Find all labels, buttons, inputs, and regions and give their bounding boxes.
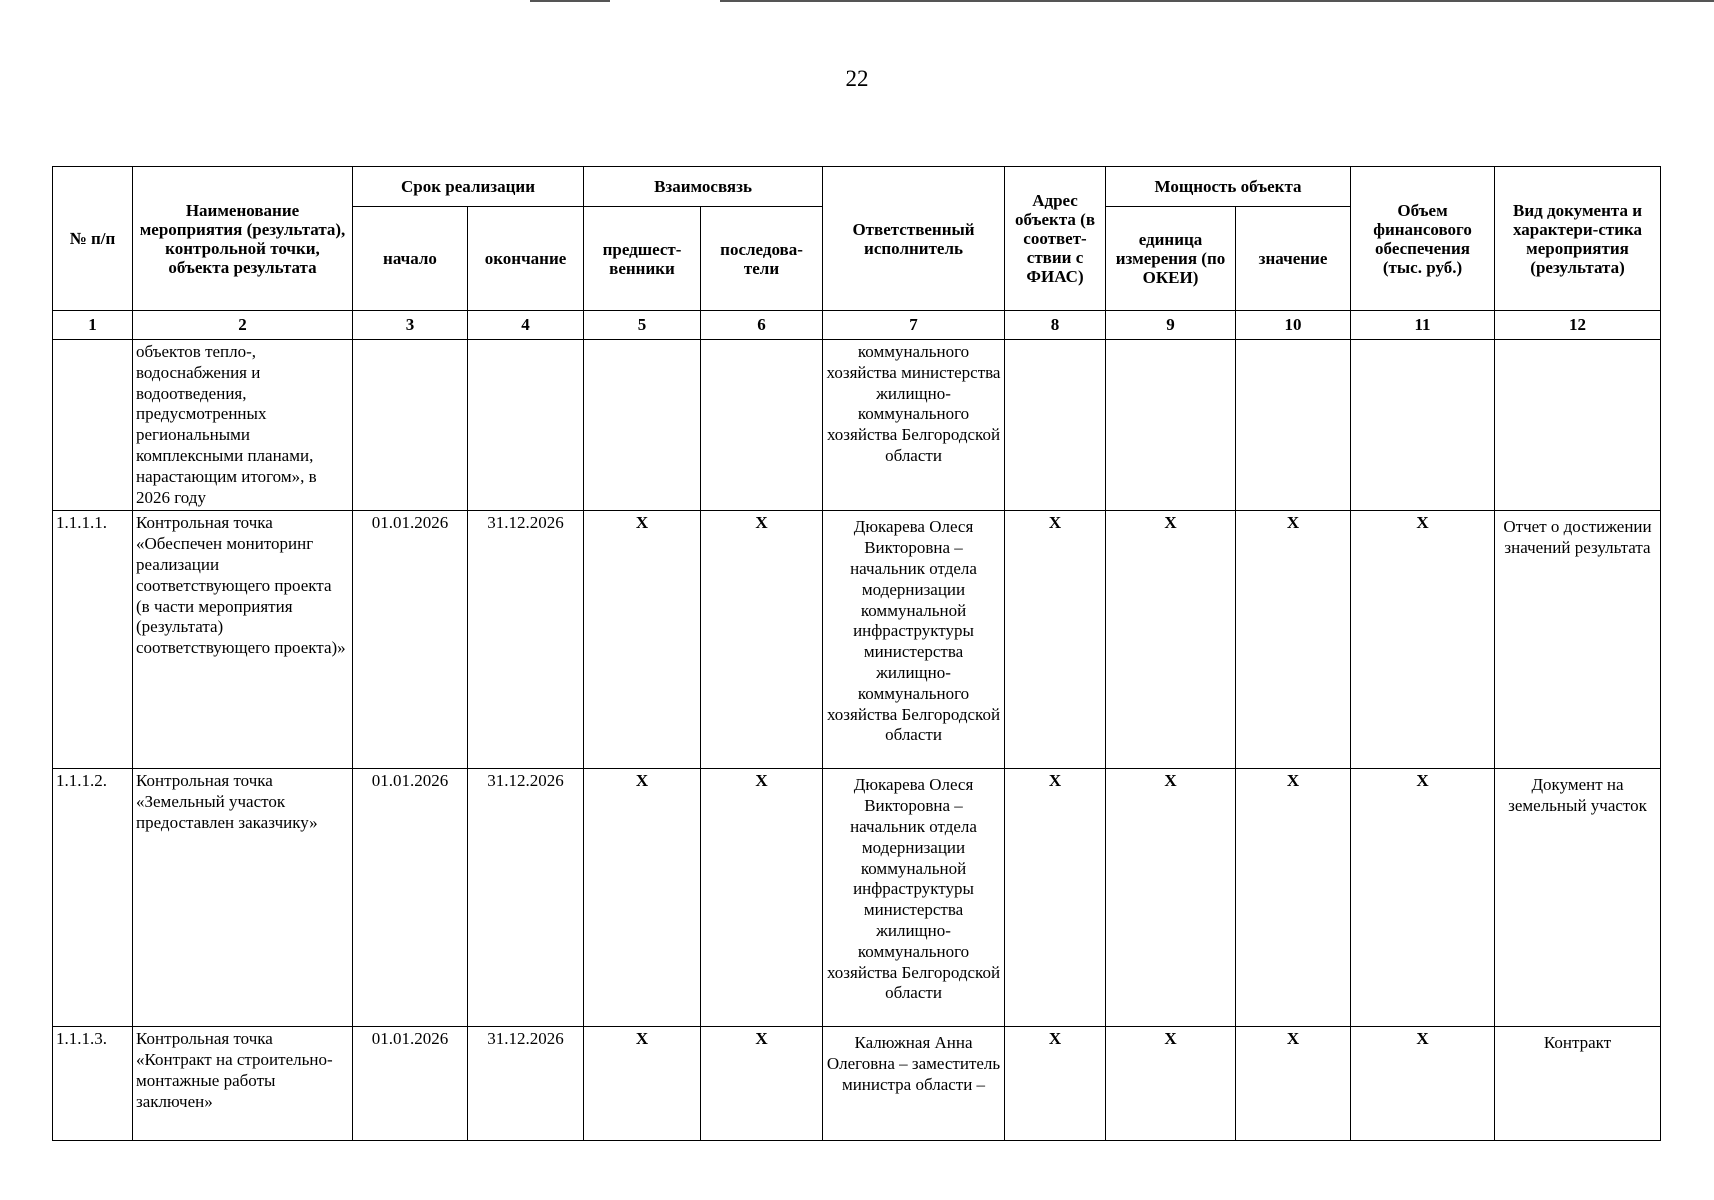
row-end	[468, 340, 584, 511]
table-row	[53, 1027, 1661, 1141]
column-number: 9	[1106, 311, 1236, 340]
row-name: Контрольная точка «Земельный участок предоставлен заказчику»	[133, 769, 353, 1027]
row-finance: X	[1351, 1027, 1495, 1141]
column-number: 4	[468, 311, 584, 340]
row-number: 1.1.1.2.	[53, 769, 133, 1027]
column-number: 2	[133, 311, 353, 340]
column-number: 11	[1351, 311, 1495, 340]
header-term-end: окончание	[468, 207, 584, 311]
row-prev	[584, 340, 701, 511]
row-address: X	[1005, 511, 1106, 769]
row-prev: X	[584, 1027, 701, 1141]
header-link-next: последова-тели	[701, 207, 823, 311]
header-term-start: начало	[353, 207, 468, 311]
row-next	[701, 340, 823, 511]
row-next: X	[701, 1027, 823, 1141]
row-document	[1495, 340, 1661, 511]
row-responsible: Дюкарева Олеся Викторовна – начальник отдела модернизации коммунальной инфраструктуры министерства жилищно-коммунального хозяйства Белгородской области	[823, 769, 1005, 1027]
row-start: 01.01.2026	[353, 511, 468, 769]
row-value: X	[1236, 1027, 1351, 1141]
row-name: Контрольная точка «Контракт на строительно-монтажные работы заключен»	[133, 1027, 353, 1141]
column-number: 3	[353, 311, 468, 340]
scan-edge-line	[720, 0, 1714, 2]
header-finance: Объем финансового обеспечения (тыс. руб.)	[1351, 167, 1495, 311]
row-number	[53, 340, 133, 511]
row-address	[1005, 340, 1106, 511]
row-next: X	[701, 511, 823, 769]
table-row	[53, 769, 1661, 1027]
row-value: X	[1236, 769, 1351, 1027]
row-number: 1.1.1.3.	[53, 1027, 133, 1141]
column-number: 8	[1005, 311, 1106, 340]
header-responsible: Ответственный исполнитель	[823, 167, 1005, 311]
header-term: Срок реализации	[353, 167, 584, 207]
row-value: X	[1236, 511, 1351, 769]
row-end: 31.12.2026	[468, 1027, 584, 1141]
column-numbers-row	[53, 311, 1661, 340]
table-body	[53, 340, 1661, 1141]
row-unit: X	[1106, 511, 1236, 769]
header-link: Взаимосвязь	[584, 167, 823, 207]
row-responsible: коммунального хозяйства министерства жилищно-коммунального хозяйства Белгородской области	[823, 340, 1005, 511]
row-responsible: Калюжная Анна Олеговна – заместитель министра области –	[823, 1027, 1005, 1141]
scan-edge-line	[530, 0, 610, 2]
row-name: Контрольная точка «Обеспечен мониторинг реализации соответствующего проекта (в части мероприятия (результата) соответствующего проекта)»	[133, 511, 353, 769]
row-unit	[1106, 340, 1236, 511]
table-row	[53, 511, 1661, 769]
row-finance: X	[1351, 511, 1495, 769]
header-document: Вид документа и характери-стика мероприятия (результата)	[1495, 167, 1661, 311]
row-address: X	[1005, 769, 1106, 1027]
page-number: 22	[845, 66, 869, 91]
column-number: 7	[823, 311, 1005, 340]
row-document: Контракт	[1495, 1027, 1661, 1141]
header-name: Наименование мероприятия (результата), контрольной точки, объекта результата	[133, 167, 353, 311]
row-next: X	[701, 769, 823, 1027]
row-document: Отчет о достижении значений результата	[1495, 511, 1661, 769]
column-number: 1	[53, 311, 133, 340]
header-power-value: значение	[1236, 207, 1351, 311]
row-start: 01.01.2026	[353, 769, 468, 1027]
row-start	[353, 340, 468, 511]
row-end: 31.12.2026	[468, 511, 584, 769]
table-header	[53, 167, 1661, 340]
header-power-unit: единица измерения (по ОКЕИ)	[1106, 207, 1236, 311]
row-prev: X	[584, 511, 701, 769]
column-number: 10	[1236, 311, 1351, 340]
row-document: Документ на земельный участок	[1495, 769, 1661, 1027]
row-number: 1.1.1.1.	[53, 511, 133, 769]
header-num: № п/п	[53, 167, 133, 311]
table-row	[53, 340, 1661, 511]
row-address: X	[1005, 1027, 1106, 1141]
row-end: 31.12.2026	[468, 769, 584, 1027]
column-number: 5	[584, 311, 701, 340]
row-unit: X	[1106, 769, 1236, 1027]
header-power: Мощность объекта	[1106, 167, 1351, 207]
row-finance: X	[1351, 769, 1495, 1027]
column-number: 12	[1495, 311, 1661, 340]
header-address: Адрес объекта (в соответ-ствии с ФИАС)	[1005, 167, 1106, 311]
row-value	[1236, 340, 1351, 511]
column-number: 6	[701, 311, 823, 340]
row-prev: X	[584, 769, 701, 1027]
row-finance	[1351, 340, 1495, 511]
header-link-prev: предшест-венники	[584, 207, 701, 311]
row-unit: X	[1106, 1027, 1236, 1141]
activities-table	[52, 166, 1661, 1141]
row-responsible: Дюкарева Олеся Викторовна – начальник отдела модернизации коммунальной инфраструктуры министерства жилищно-коммунального хозяйства Белгородской области	[823, 511, 1005, 769]
row-start: 01.01.2026	[353, 1027, 468, 1141]
row-name: объектов тепло-, водоснабжения и водоотведения, предусмотренных региональными комплексными планами, нарастающим итогом», в 2026 году	[133, 340, 353, 511]
